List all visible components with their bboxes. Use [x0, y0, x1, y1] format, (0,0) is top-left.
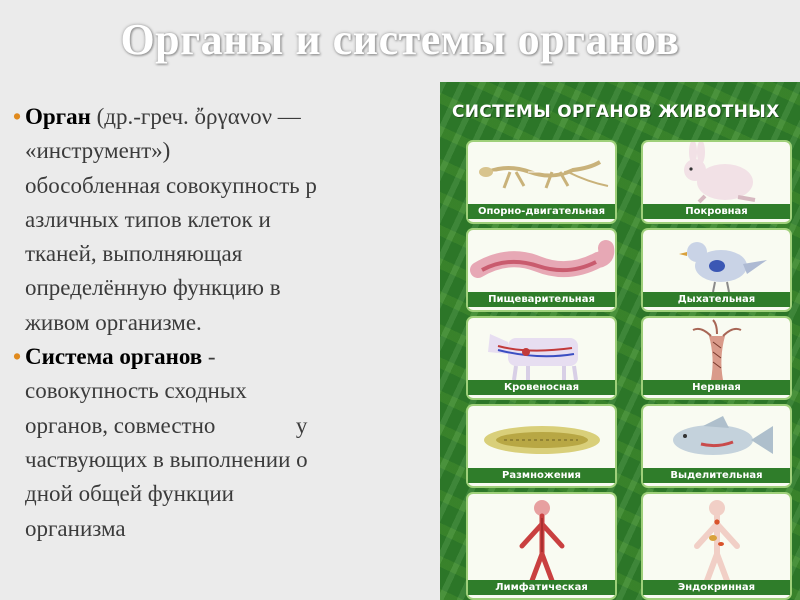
system-definition — [13, 340, 420, 546]
card-label: Опорно-двигательная — [468, 204, 615, 219]
card-label: Покровная — [643, 204, 790, 219]
card-endocrine — [643, 494, 790, 598]
card-label: Пищеварительная — [468, 292, 615, 307]
card-label: Выделительная — [643, 468, 790, 483]
card-circulatory — [468, 318, 615, 398]
organ-definition-line: азличных типов клеток и — [25, 206, 271, 232]
system-term: Система органов — [25, 344, 203, 370]
card-label: Эндокринная — [643, 580, 790, 595]
system-definition-line — [25, 340, 420, 374]
card-label: Кровеносная — [468, 380, 615, 395]
card-digestive — [468, 230, 615, 310]
organ-definition-line — [25, 100, 420, 134]
system-definition-line: дной общей функции — [25, 481, 234, 507]
organ-definition-line: обособленная совокупность р — [25, 172, 317, 198]
card-label: Лимфатическая — [468, 580, 615, 595]
system-definition-text: - — [202, 344, 216, 370]
card-lymphatic — [468, 494, 615, 598]
organ-definition-line: живом организме. — [25, 309, 202, 335]
organ-definition-line: определённую функцию в — [25, 275, 281, 301]
card-musculoskeletal — [468, 142, 615, 222]
bullet-icon: • — [13, 104, 22, 129]
definitions-text — [13, 100, 420, 546]
card-label: Нервная — [643, 380, 790, 395]
organ-definition-line: тканей, выполняющая — [25, 241, 243, 267]
card-integumentary — [643, 142, 790, 222]
card-excretory — [643, 406, 790, 486]
card-label: Дыхательная — [643, 292, 790, 307]
poster-title: СИСТЕМЫ ОРГАНОВ ЖИВОТНЫХ — [452, 102, 780, 122]
organ-definition — [13, 100, 420, 340]
card-nervous — [643, 318, 790, 398]
system-definition-line: частвующих в выполнении о — [25, 446, 308, 472]
card-respiratory — [643, 230, 790, 310]
card-label: Размножения — [468, 468, 615, 483]
system-definition-line: организма — [25, 515, 126, 541]
organ-systems-poster — [440, 82, 800, 600]
system-definition-line: органов, совместно у — [25, 412, 308, 438]
organ-term: Орган — [25, 104, 91, 129]
card-reproductive — [468, 406, 615, 486]
slide-title: Органы и системы органов — [120, 15, 680, 64]
organ-definition-line: «инструмент») — [25, 138, 171, 164]
bullet-icon: • — [13, 344, 22, 370]
organ-definition-text: (др.-греч. ὄργανον — — [90, 104, 301, 129]
system-definition-line: совокупность сходных — [25, 378, 247, 404]
